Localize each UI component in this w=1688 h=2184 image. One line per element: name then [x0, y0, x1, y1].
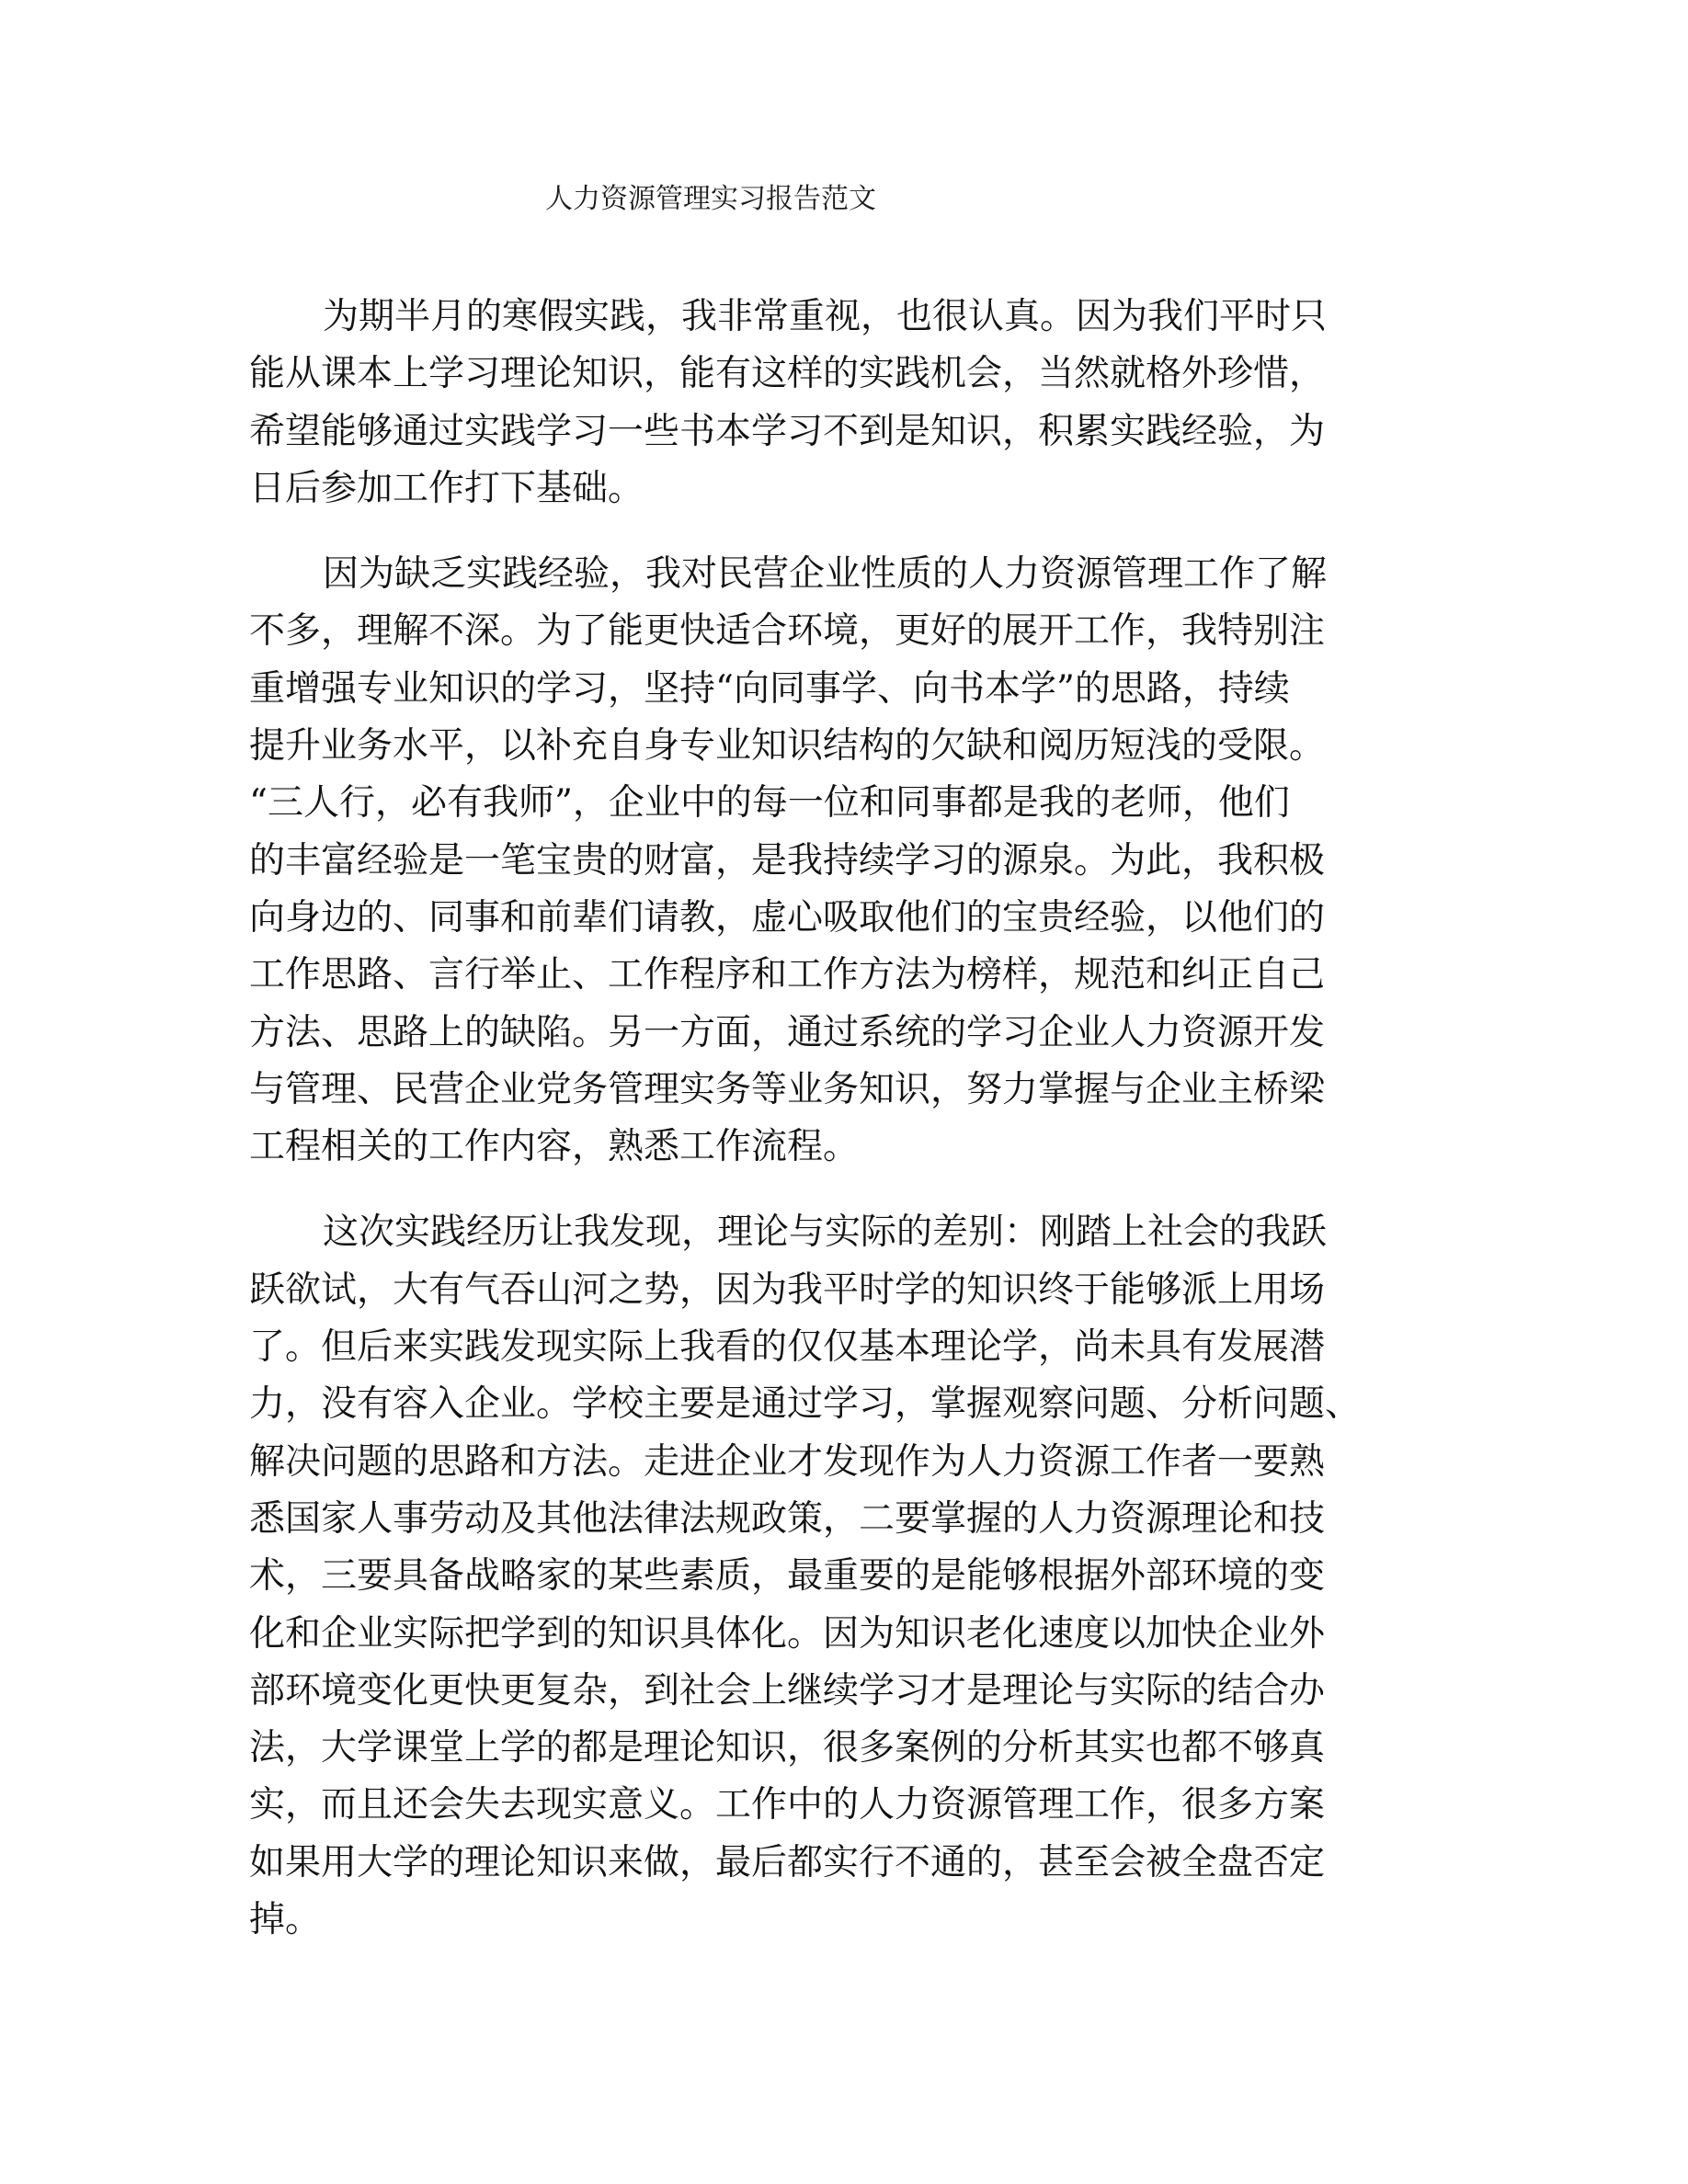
document-body [249, 289, 1444, 1977]
paragraph-1-text: 为期半月的寒假实践，我非常重视，也很认真。因为我们平时只 能从课本上学习理论知识，能有这样的实践机会，当然就格外珍惜， 希望能够通过实践学习一些书本学习不到是知识，积累实践经验，为 日后参加工作打下基础。 [249, 296, 1328, 509]
paragraph-1 [249, 289, 1444, 518]
paragraph-2 [249, 546, 1444, 1176]
document-title: 人力资源管理实习报告范文 [545, 183, 876, 215]
paragraph-2-text: 因为缺乏实践经验，我对民营企业性质的人力资源管理工作了解 不多，理解不深。为了能更快适合环境，更好的展开工作，我特别注 重增强专业知识的学习，坚持“向同事学、向书本学”的思路，持续 提升业务水平，以补充自身专业知识结构的欠缺和阅历短浅的受限。 “三人行，必有我师”，企业中的每一位和同事都是我的老师，他们 的丰富经验是一笔宝贵的财富，是我持续学习的源泉。为此，我积极 向身边的、同事和前辈们请教，虚心吸取他们的宝贵经验，以他们的 工作思路、言行举止、工作程序和工作方法为榜样，规范和纠正自己 方法、思路上的缺陷。另一方面，通过系统的学习企业人力资源开发 与管理、民营企业党务管理实务等业务知识，努力掌握与企业主桥梁 工程相关的工作内容，熟悉工作流程。 [249, 553, 1328, 1168]
paragraph-3-text: 这次实践经历让我发现，理论与实际的差别：刚踏上社会的我跃 跃欲试，大有气吞山河之势，因为我平时学的知识终于能够派上用场 了。但后来实践发现实际上我看的仅仅基本理论学，尚未具有发展潜 力，没有容入企业。学校主要是通过学习，掌握观察问题、分析问题、 解决问题的思路和方法。走进企业才发现作为人力资源工作者一要熟 悉国家人事劳动及其他法律法规政策，二要掌握的人力资源理论和技 术，三要具备战略家的某些素质，最重要的是能够根据外部环境的变 化和企业实际把学到的知识具体化。因为知识老化速度以加快企业外 部环境变化更快更复杂，到社会上继续学习才是理论与实际的结合办 法，大学课堂上学的都是理论知识，很多案例的分析其实也都不够真 实，而且还会失去现实意义。工作中的人力资源管理工作，很多方案 如果用大学的理论知识来做，最后都实行不通的，甚至会被全盘否定 掉。 [249, 1211, 1362, 1941]
paragraph-3 [249, 1204, 1444, 1949]
